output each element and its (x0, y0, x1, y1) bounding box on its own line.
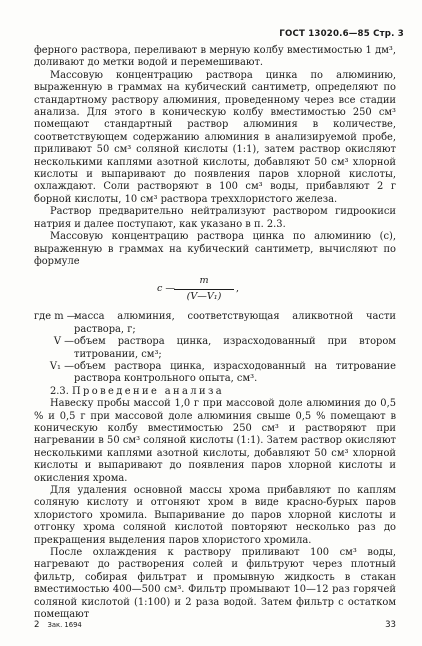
standard-header: ГОСТ 13020.6—85 Стр. 3 (279, 29, 404, 39)
formula-comma: , (236, 283, 240, 295)
paragraph-4: Массовую концентрацию раствора цинка по алюминию (с), выраженную в граммах на кубический сантиметр, вычисляют по формуле (34, 231, 396, 267)
concentration-formula (34, 270, 396, 310)
page-number-left: 2 (34, 620, 40, 630)
section-heading (34, 386, 396, 398)
formula-denominator: (V—V₁) (186, 290, 222, 302)
page-number-right: 33 (385, 620, 396, 630)
paragraph-7: После охлаждения к раствору приливают 100 см³ воды, нагревают до растворения солей и фильтруют через плотный фильтр, собирая фильтрат и промывную жидкость в стакан вместимостью 400—500 см³. Фильтр промывают 10—12 раз горячей соляной кислотой (1:100) и 2 раза водой. Затем фильтр с остатком помещают (34, 547, 396, 621)
definition-symbol: V — (53, 336, 74, 348)
paragraph-1: ферного раствора, переливают в мерную колбу вместимостью 1 дм³, доливают до метки водой и перемешивают. (34, 45, 396, 69)
paragraph-3: Раствор предварительно нейтрализуют раствором гидроокиси натрия и далее поступают, как указано в п. 2.3. (34, 206, 396, 230)
formula-fraction (174, 275, 234, 303)
order-number: Зак. 1694 (47, 621, 82, 629)
definition-text: объем раствора цинка, израсходованный на титрование раствора контрольного опыта, см³. (74, 360, 396, 385)
definition-v (34, 336, 396, 361)
body-text (34, 45, 396, 621)
definition-text: масса алюминия, соответствующая аликвотной части раствора, г; (74, 311, 396, 335)
definition-text: объем раствора цинка, израсходованный при втором титровании, см³; (74, 336, 396, 360)
formula-numerator: m (174, 275, 234, 289)
paragraph-6: Для удаления основной массы хрома прибавляют по каплям соляную кислоту и отгоняют хром в виде красно-бурых паров хлористого хромила. Выпаривание до паров хлорной кислоты и отгонку хрома соляной кислотой повторяют несколько раз до прекращения выделения паров хлористого хромила. (34, 485, 396, 546)
section-number: 2.3. (50, 385, 69, 397)
definition-v1 (34, 361, 396, 386)
paragraph-2: Массовую концентрацию раствора цинка по алюминию, выраженную в граммах на кубический сантиметр, определяют по стандартному раствору алюминия, проведенному через все стадии анализа. Для этого в коническую колбу вместимостью 250 см³ помещают стандартный раствор алюминия в количестве, соответствующем содержанию алюминия в анализируемой пробе, приливают 50 см³ соляной кислоты (1:1), затем раствор окисляют несколькими каплями азотной кислоты, добавляют 50 см³ хлорной кислоты и выпаривают до появления паров хлорной кислоты, охлаждают. Соли растворяют в 100 см³ воды, прибавляют 2 г борной кислоты, 10 см³ раствора треххлористого железа. (34, 69, 396, 205)
formula-lhs: c — (157, 283, 176, 295)
definition-symbol: где m — (34, 311, 77, 323)
footer-left (34, 620, 82, 630)
definition-symbol: V₁ — (49, 360, 74, 372)
definition-m (34, 311, 396, 336)
section-title: Проведение анализа (71, 385, 225, 397)
paragraph-5: Навеску пробы массой 1,0 г при массовой доле алюминия до 0,5 % и 0,5 г при массовой доле алюминия свыше 0,5 % помещают в коническую колбу вместимостью 250 см³ и растворяют при нагревании в 50 см³ соляной кислоты (1:1). Затем раствор окисляют несколькими каплями азотной кислоты, добавляют 50 см³ хлорной кислоты и выпаривают до появления паров хлорной кислоты и окисления хрома. (34, 398, 396, 484)
